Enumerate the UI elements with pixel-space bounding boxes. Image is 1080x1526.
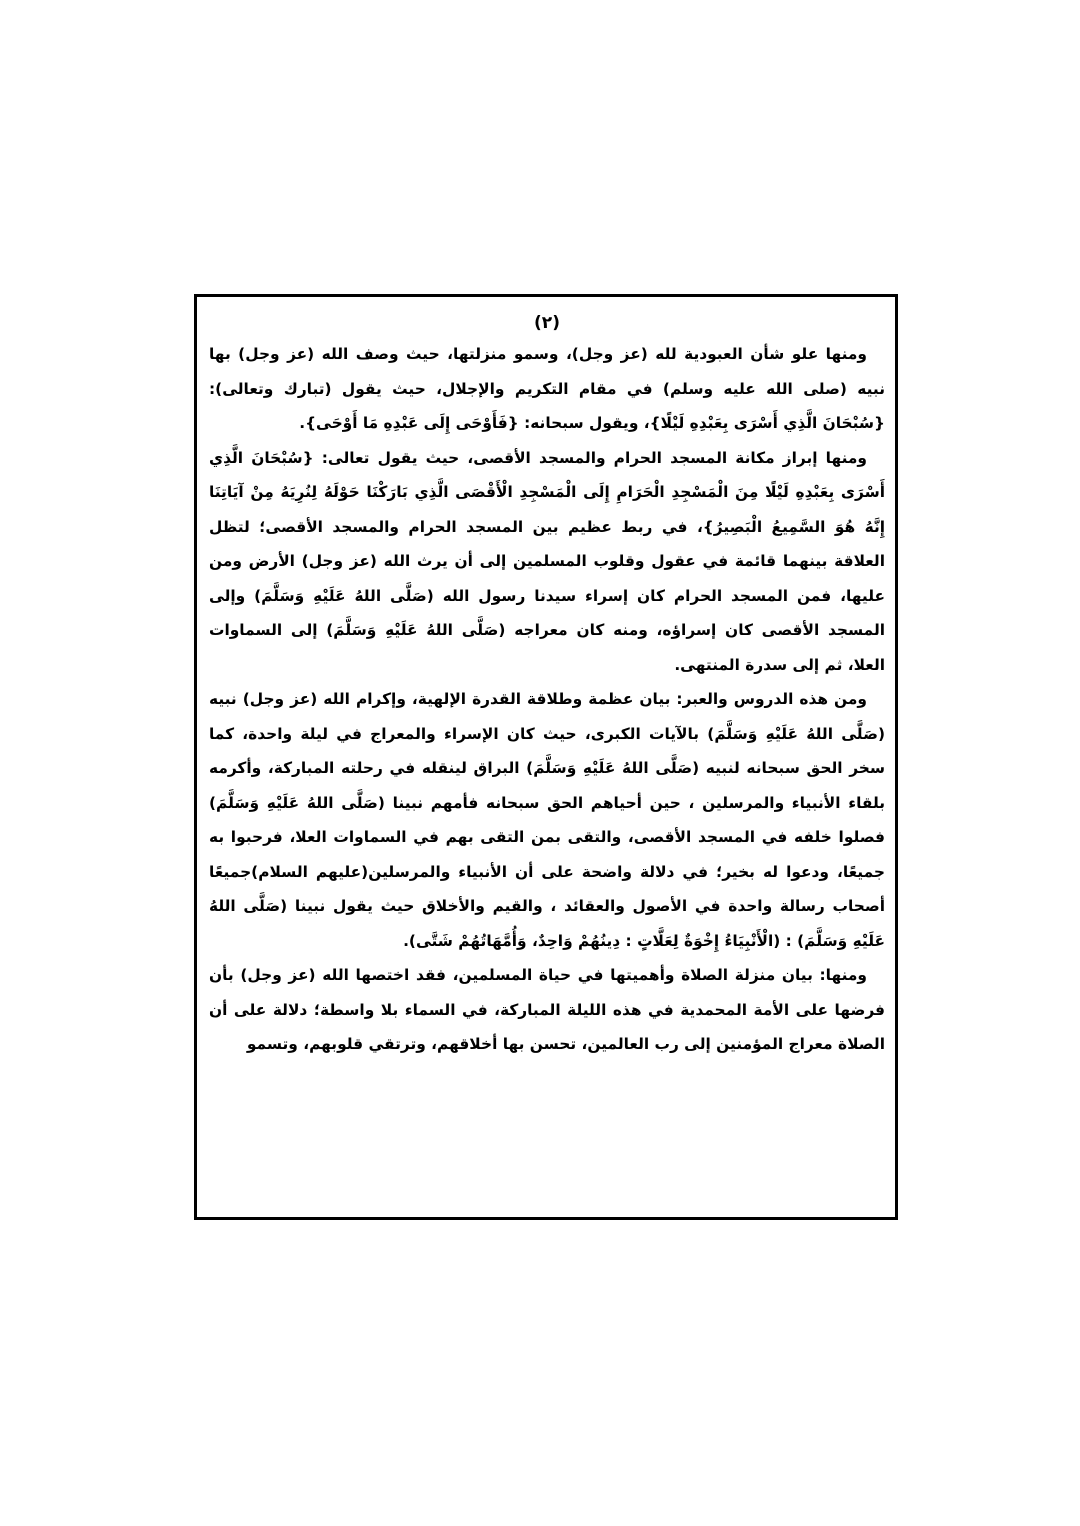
paragraph-text: ومنها إبراز مكانة المسجد الحرام والمسجد الأقصى، حيث يقول تعالى: {سُبْحَانَ الَّذِي أَسْرَى بِعَبْدِهِ لَيْلًا مِنَ الْمَسْجِدِ الْحَرَامِ إِلَى الْمَسْجِدِ الْأَقْصَى الَّذِي بَارَكْنَا حَوْلَهُ لِنُرِيَهُ مِنْ آيَاتِنَا إِنَّهُ هُوَ السَّمِيعُ الْبَصِيرُ}، في ربط عظيم بين المسجد الحرام والمسجد الأقصى؛ لتظل العلاقة بينهما قائمة في عقول وقلوب المسلمين إلى أن يرث الله (عز وجل) الأرض ومن عليها، فمن المسجد الحرام كان إسراء سيدنا رسول الله (صَلَّى اللهُ عَلَيْهِ وَسَلَّمَ) وإلى المسجد الأقصى كان إسراؤه، ومنه كان معراجه (صَلَّى اللهُ عَلَيْهِ وَسَلَّمَ) إلى السماوات العلا، ثم إلى سدرة المنتهى.	[209, 448, 885, 674]
page-number: (٢)	[534, 313, 560, 333]
paragraph-lessons	[209, 682, 885, 958]
paragraph-text: ومنها: بيان منزلة الصلاة وأهميتها في حياة المسلمين، فقد اختصها الله (عز وجل) بأن فرضها على الأمة المحمدية في هذه الليلة المباركة، في السماء بلا واسطة؛ دلالة على أن الصلاة معراج المؤمنين إلى رب العالمين، تحسن بها أخلاقهم، وترتقي قلوبهم، وتسمو	[209, 966, 885, 1053]
paragraph-mosques	[209, 441, 885, 683]
paragraph-servitude	[209, 337, 885, 441]
paragraph-prayer	[209, 958, 885, 1062]
paragraph-text: ومنها علو شأن العبودية لله (عز وجل)، وسمو منزلتها، حيث وصف الله (عز وجل) بها نبيه (صلى الله عليه وسلم) في مقام التكريم والإجلال، حيث يقول (تبارك وتعالى): {سُبْحَانَ الَّذِي أَسْرَى بِعَبْدِهِ لَيْلًا}، ويقول سبحانه: {فَأَوْحَى إِلَى عَبْدِهِ مَا أَوْحَى}.	[209, 345, 885, 432]
page-frame	[194, 294, 898, 1220]
paragraph-text: ومن هذه الدروس والعبر: بيان عظمة وطلاقة القدرة الإلهية، وإكرام الله (عز وجل) نبيه (صَلَّى اللهُ عَلَيْهِ وَسَلَّمَ) بالآيات الكبرى، حيث كان الإسراء والمعراج في ليلة واحدة، كما سخر الحق سبحانه لنبيه (صَلَّى اللهُ عَلَيْهِ وَسَلَّمَ) البراق لينقله في رحلته المباركة، وأكرمه بلقاء الأنبياء والمرسلين ، حين أحياهم الحق سبحانه فأمهم نبينا (صَلَّى اللهُ عَلَيْهِ وَسَلَّمَ) فصلوا خلفه في المسجد الأقصى، والتقى بمن التقى بهم في السماوات العلا، فرحبوا به جميعًا، ودعوا له بخير؛ في دلالة واضحة على أن الأنبياء والمرسلين(عليهم السلام)جميعًا أصحاب رسالة واحدة في الأصول والعقائد ، والقيم والأخلاق حيث يقول نبينا (صَلَّى اللهُ عَلَيْهِ وَسَلَّمَ) : (الْأَنْبِيَاءُ إِخْوَةٌ لِعَلَّاتٍ : دِينُهُمْ وَاحِدٌ، وَأُمَّهَاتُهُمْ شَتَّى).	[209, 690, 885, 950]
body-text	[209, 337, 885, 1062]
